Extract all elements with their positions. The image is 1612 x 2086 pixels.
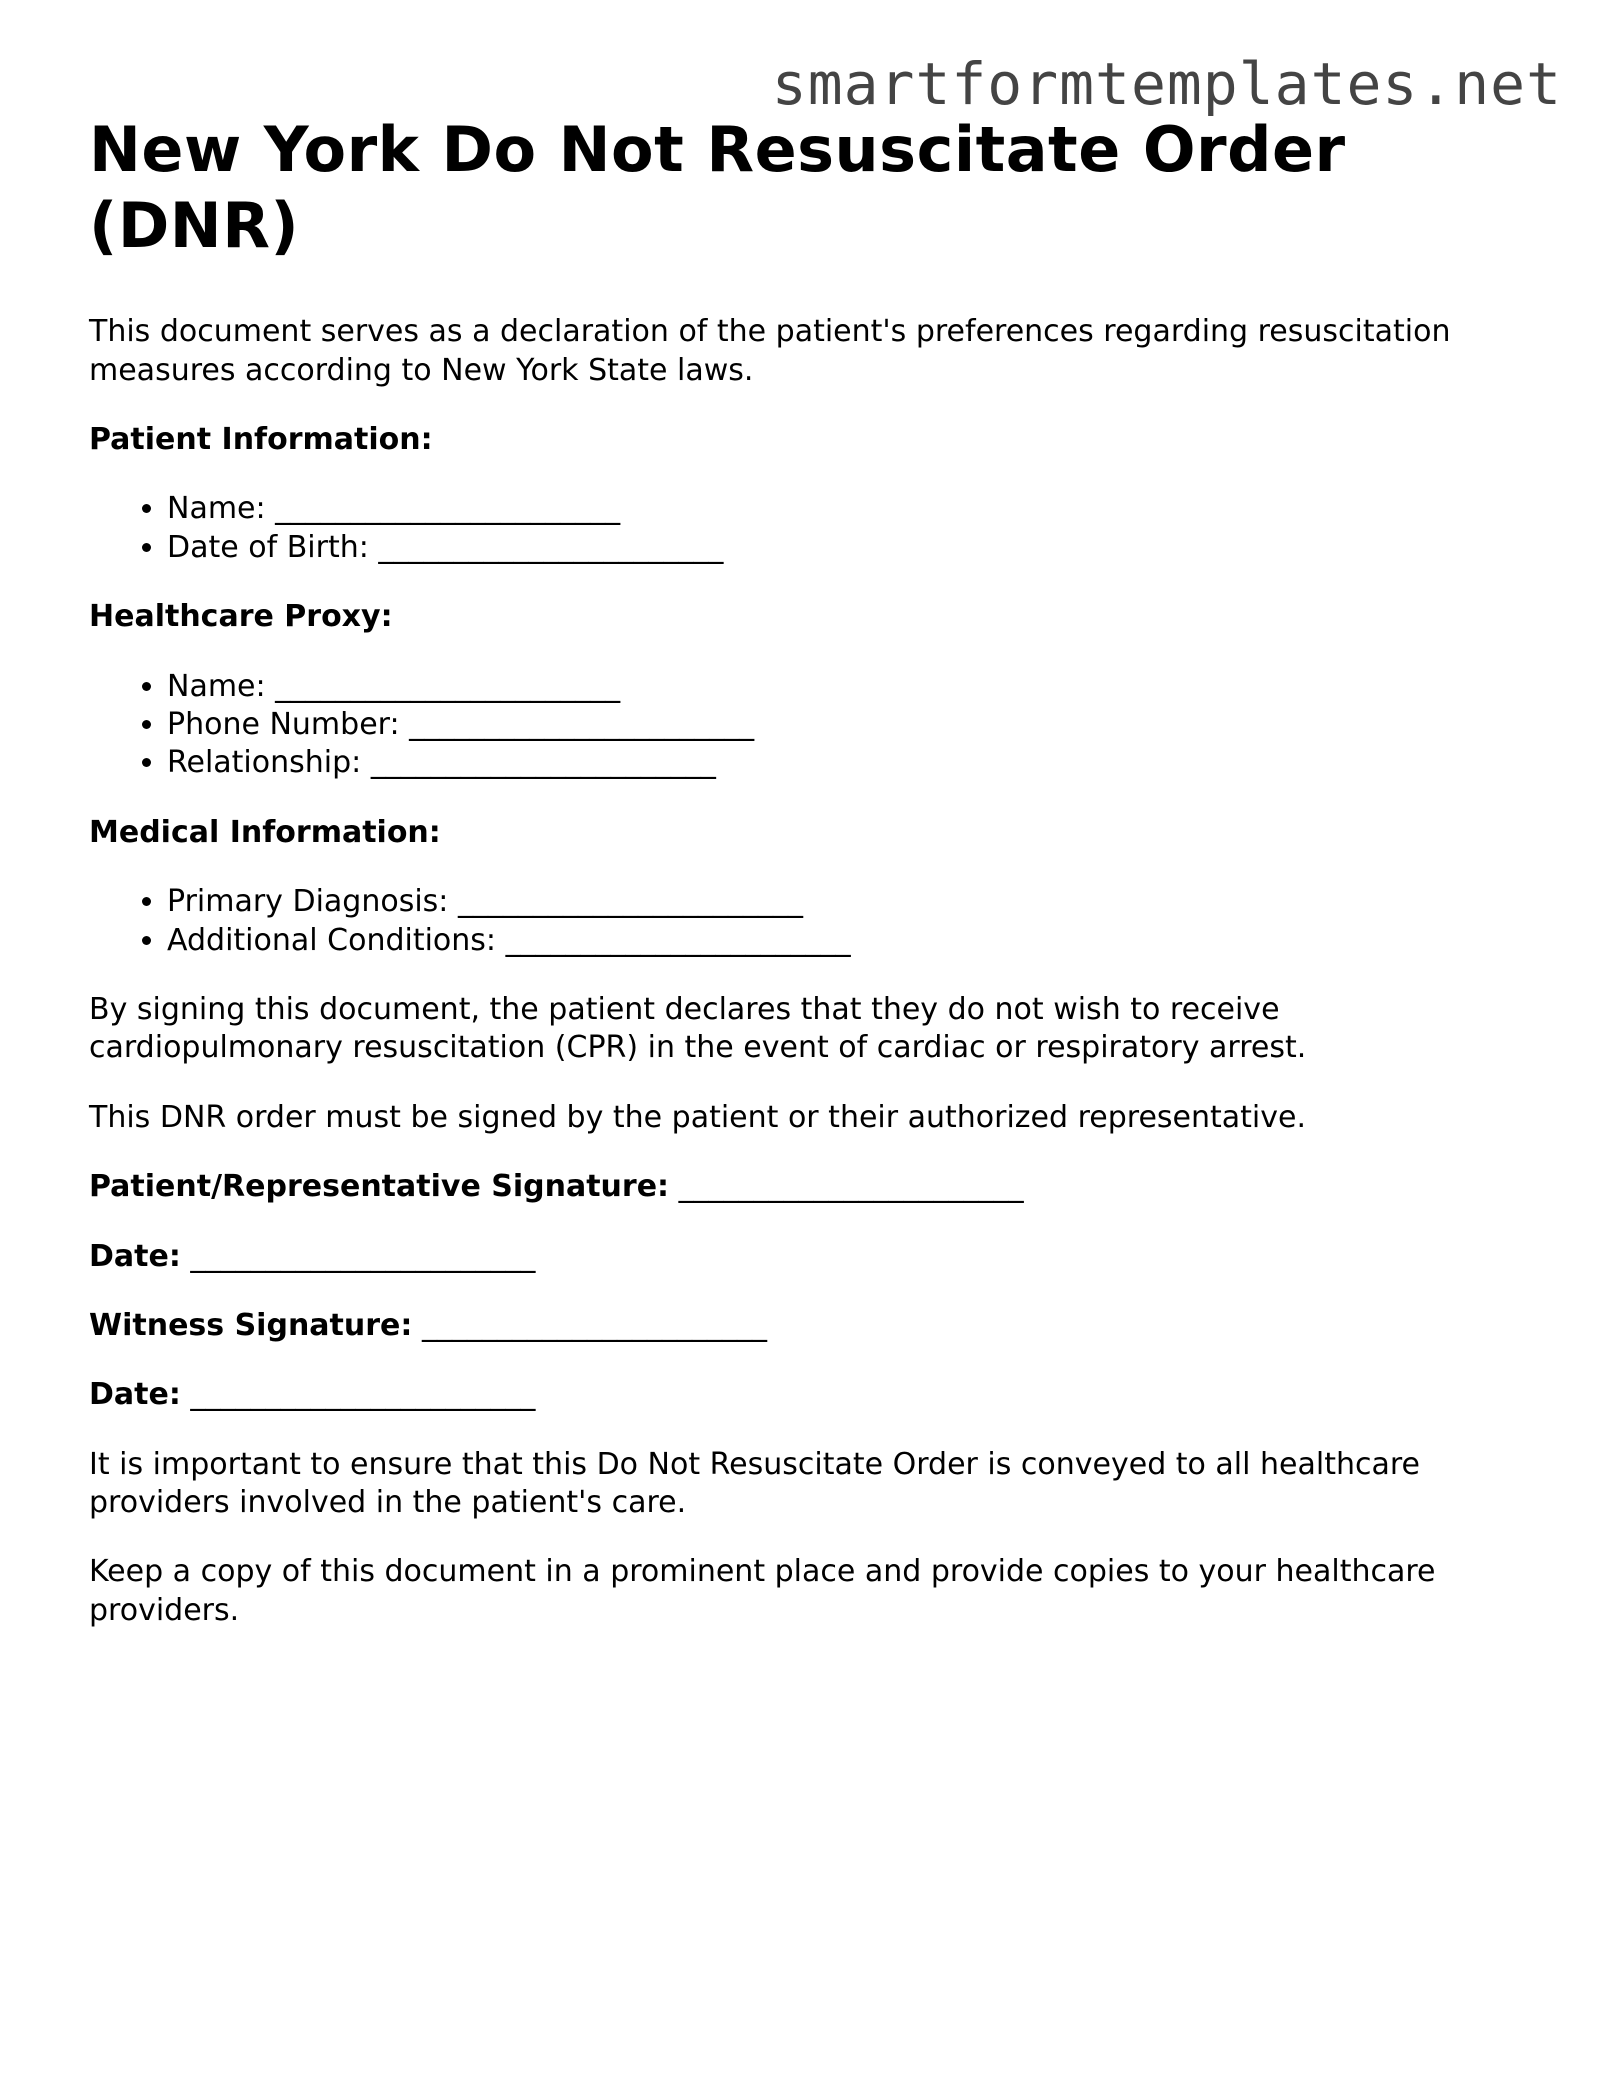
declaration-paragraph: By signing this document, the patient declares that they do not wish to receive cardiopulmonary resuscitation (CPR) in the event of cardiac or respiratory arrest. <box>89 991 1307 1066</box>
patient-dob-field[interactable]: • Date of Birth: _______________________ <box>167 529 1539 567</box>
primary-diagnosis-field[interactable]: • Primary Diagnosis: _______________________ <box>167 883 1539 921</box>
document-title: New York Do Not Resuscitate Order (DNR) <box>89 113 1346 262</box>
patient-signature-field[interactable]: Patient/Representative Signature: _______________________ <box>89 1169 1024 1205</box>
document-page <box>89 112 1539 1661</box>
date-field-1[interactable]: Date: _______________________ <box>89 1238 536 1274</box>
proxy-name-field[interactable]: • Name: _______________________ <box>167 668 1539 706</box>
healthcare-proxy-heading: Healthcare Proxy: <box>89 599 393 635</box>
blank-line: _______________________ <box>378 529 724 565</box>
blank-line: _______________________ <box>457 884 803 920</box>
patient-info-list <box>89 490 1539 567</box>
blank-line: _______________________ <box>370 745 716 781</box>
blank-line: _______________________ <box>421 1307 767 1343</box>
date-field-2[interactable]: Date: _______________________ <box>89 1377 536 1413</box>
conveyance-note: It is important to ensure that this Do Not Resuscitate Order is conveyed to all healthcare providers involved in the patient's care. <box>89 1446 1420 1521</box>
proxy-phone-field[interactable]: • Phone Number: _______________________ <box>167 706 1539 744</box>
additional-conditions-field[interactable]: • Additional Conditions: _______________________ <box>167 922 1539 960</box>
blank-line: _______________________ <box>275 668 621 704</box>
blank-line: _______________________ <box>190 1377 536 1413</box>
blank-line: _______________________ <box>275 491 621 527</box>
medical-info-heading: Medical Information: <box>89 814 441 850</box>
watermark: smartformtemplates.net <box>771 50 1562 118</box>
proxy-relationship-field[interactable]: • Relationship: _______________________ <box>167 744 1539 782</box>
witness-signature-field[interactable]: Witness Signature: _______________________ <box>89 1307 767 1343</box>
healthcare-proxy-list <box>89 668 1539 783</box>
blank-line: _______________________ <box>409 706 755 742</box>
blank-line: _______________________ <box>505 922 851 958</box>
blank-line: _______________________ <box>190 1238 536 1274</box>
patient-info-heading: Patient Information: <box>89 422 433 458</box>
copy-note: Keep a copy of this document in a prominent place and provide copies to your healthcare providers. <box>89 1554 1436 1628</box>
intro-paragraph: This document serves as a declaration of the patient's preferences regarding resuscitation measures according to New York State laws. <box>89 314 1451 388</box>
blank-line: _______________________ <box>678 1169 1024 1205</box>
patient-name-field[interactable]: • Name: _______________________ <box>167 490 1539 528</box>
medical-info-list <box>89 883 1539 960</box>
signing-note: This DNR order must be signed by the patient or their authorized representative. <box>89 1099 1306 1135</box>
